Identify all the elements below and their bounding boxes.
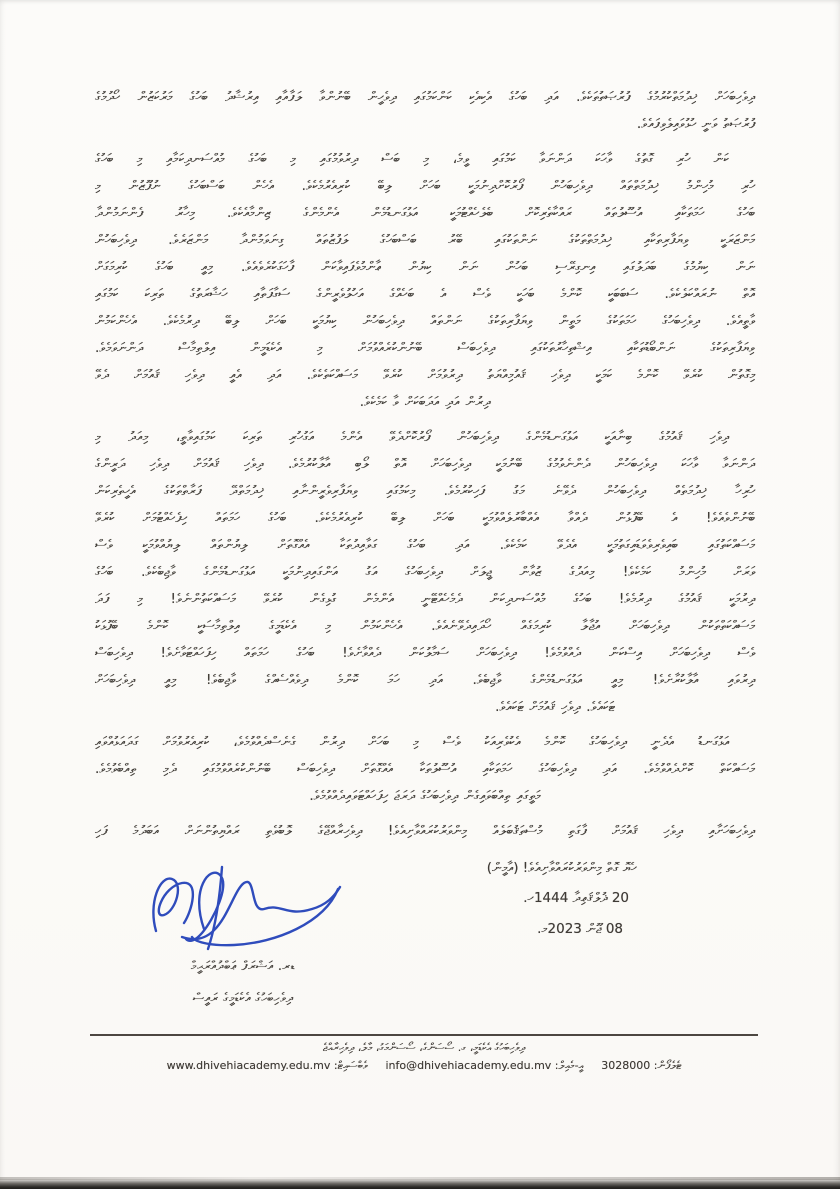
body-line: ދަންނަވާ ވާހަކަ ދިވެހިބަހުން ދެންނެވުމުގެ ބޭނުމަކީ ދިވެހިބަހަށް އޮތް ލޯބި އާލާކުރުމެވެ. ދިވެހި ޤައުމަށް ދިވެހި ދަރީންގެ bbox=[95, 456, 755, 472]
website-label: ވެބްސައިޓް: bbox=[333, 1059, 368, 1072]
closing-prayer-line: ހެޔޮ ގޮތް މިންވަރުކުރައްވާށިއެވެ! (އާމީން) bbox=[486, 860, 637, 876]
body-line: މަތީގައި ތިއްބަވައިގެން ދިވެހިބަހުގެ ދަރަޖަ ހިފަހައްޓަވައިދެއްވުމެވެ. bbox=[309, 788, 541, 804]
body-line: އޮތް ނުރައްކަލެކެވެ. ސަބަބަކީ ކޮންމެ ބަހަކީ ވެސް އެ ބަހެއްގެ އަހުލުވެރީންގެ ސަގާފަތާއި ހަޟާރަތުގެ ތަރިކަ ކަމުގައި bbox=[95, 286, 755, 302]
body-line: ބަހުގެ ހަމަތަކާއި އުސޫލުތައް ރައްކާތެރިކޮށް ބެލެހެއްޓުމަކީ އަޅުގަނޑުމެން އެންމެންގެ ޒިންމާއެކެވެ. މިހާރު ފެންނަމުންދާ bbox=[95, 205, 755, 221]
footer-phone-group bbox=[598, 1059, 682, 1072]
email-address: info@dhivehiacademy.edu.mv bbox=[385, 1059, 552, 1072]
footer-email-group bbox=[382, 1059, 584, 1072]
phone-number: 3028000 bbox=[601, 1059, 651, 1072]
body-line: މަސައްކަތްތަކުން ދިވެހިބަހަށް އުޖާލާ ކުރިމަގެއް ހޯދައިދެވޭނެއެވެ. އެހެންކަމުން މި އެކެޑަމީގެ އިލްތިމާސަކީ ކޮންމެ ބޭފުޅަކު bbox=[95, 618, 755, 634]
body-line: ދިވެހި ޤައުމުގެ ބިނާއަކީ އަޅުގަނޑުމެންގެ ދިވެހިބަހުން ފޯރުކޮށްދެވޭ އެންމެ އަގުހުރި ތަރިކަ ކަމުގައިވާތީ، މިއަދު މި bbox=[95, 429, 729, 445]
paragraph bbox=[95, 818, 755, 845]
scanner-edge-band bbox=[0, 1179, 840, 1189]
hijri-date-line: 20 ޛުލްޤަޢިދާ 1444ހ. bbox=[523, 890, 629, 906]
body-line: ކަން ހުރި ގޮތުގެ ވާހަކަ ދަންނަވާ ކަމުގައި ވީމެ، މި ބަސް ދިރުވުމުގައި މި ބަހުގެ މުއްސަނދިކަމާއި މި ބަހުގެ bbox=[95, 151, 729, 167]
closing-block bbox=[95, 853, 755, 1043]
body-line: އަޅުގަނޑު އެދެނީ ދިވެހިބަހުގެ ކޮންމެ އެކުވެރިއަކު ވެސް މި ބަހަށް ދިރުން ގެނެސްދެއްވުމެވެ، ކުރިއެރުވުމަށް ގަދައަޅުއްވައި bbox=[95, 734, 729, 750]
body-line: ދިވެހިބަހަށް ޚިދުމަތްކުރުމުގެ ފުރުޞަތުތަކެވެ. އަދި ބަހުގެ އެކިއެކި ކަންކަމުގައި ދިވެހީން ބޭނުންވާ ލަފާއާއި އިރުޝާދު ބަހުގެ މަރުކަޒުން ހޯދުމުގެ bbox=[95, 89, 755, 105]
paragraph bbox=[95, 146, 755, 416]
body-line: ބޭނުންވެއެވެ! އެ ބޭފުޅުން ދެއްވާ އެއްބާރުލެއްވުމަކީ ބަހަށް ލިބޭ ކުރިއެރުމެކެވެ. ބަހުގެ ހަމަތައް ހިފެހެއްޓުމަށް ކުރެވޭ bbox=[95, 510, 755, 526]
letterhead-footer bbox=[90, 1034, 758, 1075]
paragraph bbox=[95, 424, 755, 721]
body-line: ދިރުވައި އާލާކުރާށެވެ! މިއީ އަޅުގަނޑުމެންގެ ވާޖިބެވެ. އަދި ހަމަ ކޮންމެ ދިވެއްސެއްގެ ވާޖިބެވެ! މިއީ ދިވެހިބަހަށް bbox=[95, 672, 755, 688]
footer-address: ދިވެހިބަހުގެ އެކެޑަމީ، ގ. ސޯސަންގެ، ސޯސަންމަގު، މާލެ، ދިވެހިރާއްޖެ bbox=[322, 1041, 526, 1054]
paragraph bbox=[95, 84, 755, 138]
signatory-title: ދިވެހިބަހުގެ އެކެޑަމީގެ ރައީސް bbox=[192, 991, 294, 1006]
email-label: އީ-މެއިލް: bbox=[554, 1059, 584, 1072]
letter-body bbox=[95, 84, 755, 845]
paragraph bbox=[95, 729, 755, 810]
website-address: www.dhivehiacademy.edu.mv bbox=[166, 1059, 331, 1072]
gregorian-date-line: 08 ޖޫން 2023މ. bbox=[537, 921, 623, 937]
signature-block bbox=[123, 859, 363, 1009]
body-line: ވިޔަފާރިތަކުގެ ނަންބޯޑުތަކާއި އިޝްތިހާރުތަކުގައި ދިވެހިބަސް ބޭނުންކުރެއްވުމަށް މި އެކެޑަމީން އިލްތިމާސް ދަންނަވަމެވެ. bbox=[95, 340, 755, 356]
body-line: ދިރުމަކީ ޤައުމުގެ ދިރުމެވެ! ބަހުގެ މުއްސަނދިކަން ދެމެހެއްޓޭނީ އެންމެން ގުޅިގެން ކުރެވޭ މަސައްކަތުންނެވެ! މި ފަދަ bbox=[95, 591, 755, 607]
body-line: ފުރުޞަތު ވަނީ ހުޅުވައިލެވިފައެވެ. bbox=[636, 116, 755, 132]
body-line: މިގޮތުން ކުރެވޭ ކޮންމެ ކަމަކީ ދިވެހި ޤައުމިއްޔަތު ދިރުވުމަށް ކުރެވޭ މަސައްކަތެކެވެ. އަދި އެއީ ދިވެހި ޤައުމަށް ދެވޭ bbox=[95, 367, 755, 383]
body-line: ވާތީއެވެ. ދިވެހިބަހުގެ ހަމަތަކުގެ މަތީން ވިޔަފާރިތަކުގެ ނަންތައް ދިވެހިބަހުން ކިޔުމަކީ ބަހަށް ލިބޭ ދިރުމެކެވެ. އެހެންކަމުން bbox=[95, 313, 755, 329]
body-line: ނަން ކިޔުމުގެ ބަދަލުގައި އިނގިރޭސި ބަހުން ނަން ކިޔުން ޢާންމުވެފައިވާކަން ފާހަގަކުރެވެއެވެ. މިއީ ބަހުގެ ކުރިމަގަށް bbox=[95, 259, 755, 275]
body-line: ދިވެހިބަހަށާއި ދިވެހި ޤައުމަށް ފާގަތި މުސްތަޤުބަލެއް މިންވަރުކުރައްވާށިއެވެ! ދިވެހިރާއްޖޭގެ ލޮބުވެތި ރައްޔިތުންނަށް އަބަދުމެ ފަހި bbox=[95, 823, 755, 839]
letter-content bbox=[95, 84, 755, 1043]
body-line: ޓަކައެވެ. ދިވެހި ޤައުމަށް ޓަކައެވެ. bbox=[495, 699, 615, 715]
phone-label: ޓެލެފޯން: bbox=[653, 1059, 682, 1072]
footer-contact-line bbox=[90, 1057, 758, 1075]
body-line: ހުރިހާ ޚިދުމަތެއް ދިވެހިބަހުން ދެވޭނެ މަގު ފަހިކުރުމެވެ. މިކަމުގައި ވިޔަފާރިވެރީންނާއި ޚިދުމަތްދޭ ފަރާތްތަކުގެ އެހީތެރިކަން bbox=[95, 483, 755, 499]
body-line: ވަރަށް މުހިންމު ކަމެކެވެ! މިއަދުގެ ޒުވާން ޖީލަށް ދިވެހިބަހުގެ އަގު އަންގައިދިނުމަކީ އަޅުގަނޑުމެންގެ ވާޖިބެކެވެ. ބަހުގެ bbox=[95, 564, 755, 580]
signature-scribble-icon bbox=[126, 859, 361, 951]
footer-website-group bbox=[167, 1059, 368, 1072]
signatory-name: ޑރ. އަޝްރަފް ޢަބްދުއްރަޙީމް bbox=[190, 959, 296, 974]
body-line: ވެސް ދިވެހިބަހަށް އިސްކަން ދެއްވުމެވެ! ދިވެހިބަހަށް ސަމާލުކަން ދެއްވާށެވެ! ބަހުގެ ހަމަތައް ހިފަހައްޓަވާށެވެ! ދިވެހިބަސް bbox=[95, 645, 755, 661]
body-line: މަސައްކަތުގައި ބައިވެރިވެވަޑައިގަތުމަކީ އެދެވޭ ކަމެކެވެ. އަދި ބަހުގެ ގަވާއިދުތަކާ އެއްގޮތަށް ލިޔުންތައް ލިޔުއްވުމަކީ ވެސް bbox=[95, 537, 755, 553]
body-line: ހުރި މުހިންމު ޚިދުމަތްތައް ދިވެހިބަހުން ފޯރުކޮށްދިނުމަކީ ބަހަށް ލިބޭ ކުރިއެރުމެކެވެ. އެހެން ބަސްބަހުގެ ނުފޫޒުން މި bbox=[95, 178, 755, 194]
body-line: މަސައްކަތް ކޮށްދެއްވުމެވެ. އަދި ދިވެހިބަހުގެ ހަމަތަކާއި އުސޫލުތަކާ އެއްގޮތަށް ދިވެހިބަސް ބޭނުންކުރެއްވުމުގައި ދެމި ތިއްބެވުމެވެ. bbox=[95, 761, 755, 777]
body-line: ދިރުން އަދި އަދަބަކަށް ވާ ކަމެކެވެ. bbox=[359, 394, 491, 410]
footer-divider bbox=[90, 1034, 758, 1036]
body-line: މަންޒަރަކީ ވިޔަފާރިތަކާއި ޚިދުމަތްތަކުގެ ނަންތަކުގައި ބޭރު ބަސްބަހުގެ ލަފުޒުތައް ގިނަވަމުންދާ މަންޒަރެވެ. ދިވެހިބަހުން bbox=[95, 232, 755, 248]
